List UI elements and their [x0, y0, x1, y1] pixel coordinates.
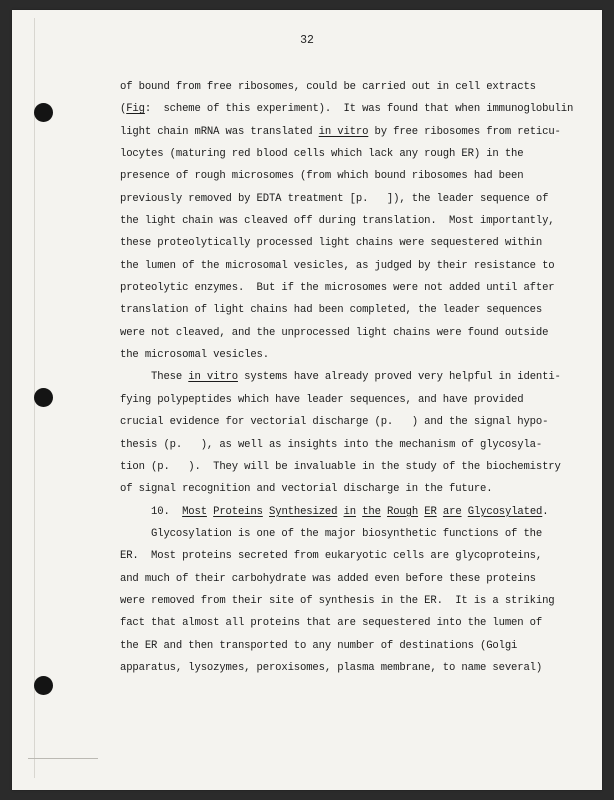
text-segment: crucial evidence for vectorial discharge (p. ) and the signal hypo- [120, 416, 549, 429]
text-segment: : scheme of this experiment). It was found that when immunoglobulin [144, 103, 574, 116]
text-segment: light chain mRNA was translated [120, 125, 319, 138]
text-segment: These [120, 371, 189, 384]
underlined-text: Most [182, 505, 207, 518]
text-segment: of bound from free ribosomes, could be carried out in cell extracts [120, 81, 536, 93]
text-line [120, 255, 580, 277]
body-text [120, 76, 580, 679]
text-line [120, 165, 580, 187]
text-line [120, 143, 580, 165]
text-line [120, 299, 580, 321]
text-segment: by free ribosomes from reticu- [368, 125, 561, 138]
text-line [120, 366, 580, 388]
text-segment: the lumen of the microsomal vesicles, as judged by their resistance to [120, 259, 555, 272]
text-line [120, 344, 580, 366]
text-segment: ( [120, 103, 127, 116]
underlined-text: Synthesized [269, 505, 338, 518]
text-line [120, 411, 580, 433]
text-line [120, 545, 580, 567]
punch-hole-bottom [34, 676, 53, 695]
text-segment: fact that almost all proteins that are sequestered into the lumen of [120, 617, 543, 630]
text-line [120, 456, 580, 478]
text-line [120, 98, 580, 120]
text-line [120, 568, 580, 590]
text-segment: 10. [120, 505, 183, 518]
text-line [120, 523, 580, 545]
text-segment: . [542, 505, 549, 518]
text-line [120, 478, 580, 500]
text-line [120, 210, 580, 232]
text-segment: tion (p. ). They will be invaluable in the study of the biochemistry [120, 460, 561, 473]
text-line [120, 434, 580, 456]
text-segment: Glycosylation is one of the major biosynthetic functions of the [120, 527, 543, 540]
text-segment: the ER and then transported to any number of destinations (Golgi [120, 639, 518, 652]
underlined-text: in vitro [318, 125, 369, 138]
underlined-text: ER [424, 505, 437, 518]
text-segment: thesis (p. ), as well as insights into the mechanism of glycosyla- [120, 438, 543, 451]
text-segment: apparatus, lysozymes, peroxisomes, plasma membrane, to name several) [120, 661, 543, 674]
text-segment: were removed from their site of synthesis in the ER. It is a striking [120, 594, 555, 607]
footer-rule [28, 758, 98, 759]
underlined-text: in vitro [188, 371, 238, 384]
text-line [120, 277, 580, 299]
text-line [120, 501, 580, 523]
text-segment: systems have already proved very helpful in identi- [237, 371, 561, 384]
text-segment: fying polypeptides which have leader sequences, and have provided [120, 393, 524, 406]
text-line [120, 232, 580, 254]
text-segment: locytes (maturing red blood cells which lack any rough ER) in the [120, 148, 524, 161]
text-line [120, 121, 580, 143]
text-line [120, 635, 580, 657]
text-line [120, 322, 580, 344]
text-segment: previously removed by EDTA treatment [p. ]), the leader sequence of [120, 192, 549, 205]
punch-hole-middle [34, 388, 53, 407]
text-line [120, 657, 580, 679]
text-segment: translation of light chains had been completed, the leader sequences [120, 304, 543, 317]
text-line [120, 76, 580, 98]
underlined-text: are [442, 505, 462, 518]
text-line [120, 188, 580, 210]
text-segment: these proteolytically processed light chains were sequestered within [120, 237, 543, 250]
text-segment: and much of their carbohydrate was added even before these proteins [120, 572, 536, 585]
text-segment: presence of rough microsomes (from which bound ribosomes had been [120, 170, 524, 183]
text-segment: the microsomal vesicles. [120, 349, 269, 362]
underlined-text: in [343, 505, 356, 518]
underlined-text: Rough [387, 505, 419, 518]
underlined-text: Fig [126, 103, 145, 116]
underlined-text: Glycosylated [467, 505, 543, 518]
text-line [120, 389, 580, 411]
document-page [12, 10, 602, 790]
text-segment: ER. Most proteins secreted from eukaryotic cells are glycoproteins, [120, 550, 543, 563]
text-segment: proteolytic enzymes. But if the microsomes were not added until after [120, 282, 555, 295]
page-number: 32 [300, 34, 314, 47]
text-line [120, 590, 580, 612]
underlined-text: Proteins [213, 505, 263, 518]
text-segment: were not cleaved, and the unprocessed light chains were found outside [120, 326, 549, 339]
punch-hole-top [34, 103, 53, 122]
underlined-text: the [362, 505, 381, 518]
text-segment: the light chain was cleaved off during translation. Most importantly, [120, 215, 555, 228]
text-line [120, 612, 580, 634]
text-segment: of signal recognition and vectorial discharge in the future. [120, 483, 493, 496]
